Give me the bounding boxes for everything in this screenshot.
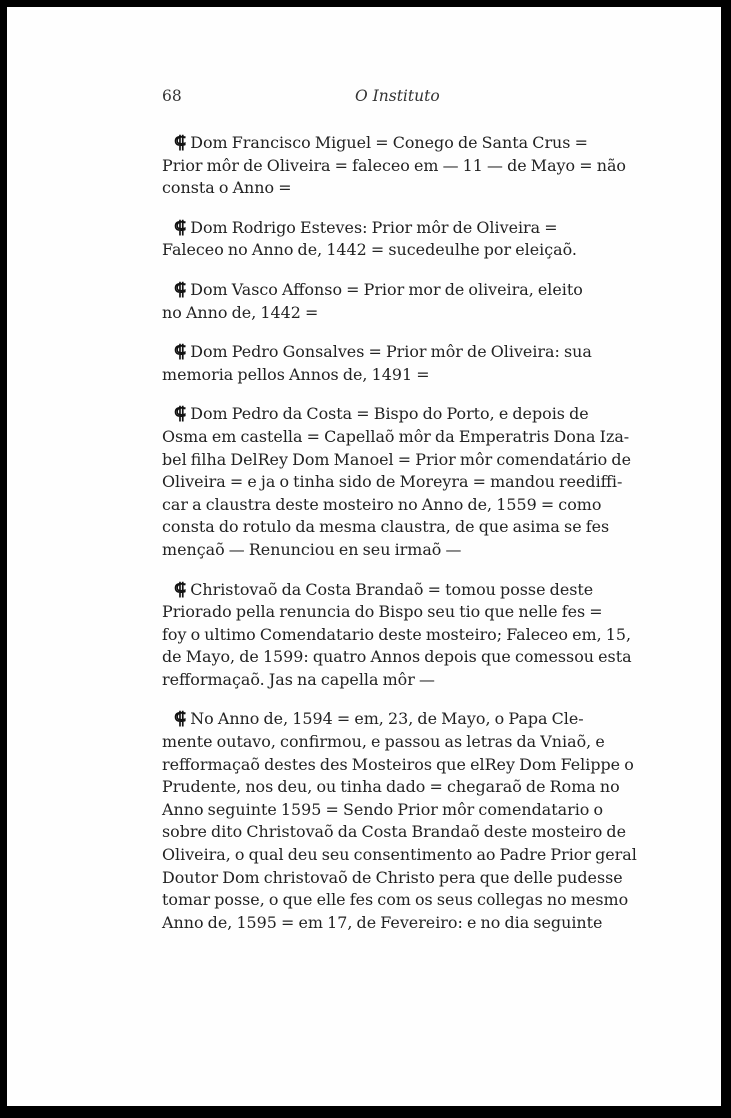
entry-line: mençaõ — Renunciou en seu irmaõ — — [162, 539, 462, 559]
entry-first-line-text: No Anno de, 1594 = em, 23, de Mayo, o Papa Cle- — [190, 709, 584, 729]
paragraph-mark-icon: ⸿ — [174, 133, 187, 153]
entry-line: Osma em castella = Capellaõ môr da Emperatris Dona Iza- — [162, 426, 630, 446]
paragraph-mark-icon: ⸿ — [174, 709, 187, 730]
entry-line: Faleceo no Anno de, 1442 = sucedeulhe por eleiçaõ. — [162, 240, 577, 260]
paragraph-mark-icon: ⸿ — [174, 579, 187, 600]
entry-first-line-text: Dom Francisco Miguel = Conego de Santa Crus = — [190, 133, 588, 152]
entry-paragraph — [162, 217, 642, 262]
entries-list — [162, 132, 642, 951]
running-title: O Instituto — [355, 87, 440, 105]
entry-line: consta o Anno = — [162, 178, 292, 198]
paragraph-mark-icon: ⸿ — [174, 217, 187, 238]
entry-line: no Anno de, 1442 = — [162, 302, 319, 322]
page-number: 68 — [162, 87, 182, 105]
entry-line: Oliveira, o qual deu seu consentimento ao Padre Prior geral — [162, 845, 637, 865]
entry-first-line-text: Christovaõ da Costa Brandaõ = tomou posse deste — [190, 579, 594, 599]
entry-line: tomar posse, o que elle fes com os seus collegas no mesmo — [162, 890, 629, 910]
running-header — [162, 87, 647, 113]
paragraph-mark-icon: ⸿ — [174, 342, 187, 363]
entry-first-line — [162, 217, 642, 240]
entry-first-line-text: Dom Vasco Affonso = Prior mor de oliveira, eleito — [190, 279, 583, 299]
entry-paragraph — [162, 132, 642, 200]
entry-line: mente outavo, confirmou, e passou as letras da Vniaõ, e — [162, 732, 605, 752]
entry-first-line — [162, 341, 642, 364]
entry-paragraph — [162, 579, 642, 692]
entry-paragraph — [162, 279, 642, 324]
entry-line: refformaçaõ. Jas na capella môr — — [162, 669, 435, 689]
entry-line: memoria pellos Annos de, 1491 = — [162, 364, 430, 384]
entry-line: Anno de, 1595 = em 17, de Fevereiro: e no dia seguinte — [162, 912, 603, 932]
entry-line: Oliveira = e ja o tinha sido de Moreyra = mandou reediffi- — [162, 472, 623, 492]
entry-paragraph — [162, 403, 642, 561]
paragraph-mark-icon: ⸿ — [174, 404, 187, 425]
entry-first-line — [162, 403, 642, 426]
entry-line: sobre dito Christovaõ da Costa Brandaõ deste mosteiro de — [162, 822, 627, 842]
entry-first-line — [162, 708, 642, 731]
entry-line: de Mayo, de 1599: quatro Annos depois que comessou esta — [162, 647, 632, 667]
paragraph-mark-icon: ⸿ — [174, 279, 187, 300]
entry-line: car a claustra deste mosteiro no Anno de, 1559 = como — [162, 494, 602, 514]
page — [7, 7, 721, 1106]
entry-line: foy o ultimo Comendatario deste mosteiro; Faleceo em, 15, — [162, 624, 632, 644]
entry-first-line — [162, 132, 642, 155]
entry-first-line-text: Dom Rodrigo Esteves: Prior môr de Oliveira = — [190, 217, 558, 237]
entry-line: Prudente, nos deu, ou tinha dado = chegaraõ de Roma no — [162, 777, 620, 797]
entry-paragraph — [162, 708, 642, 934]
entry-paragraph — [162, 341, 642, 386]
entry-line: Prior môr de Oliveira = faleceo em — 11 — de Mayo = não — [162, 155, 626, 175]
entry-line: refformaçaõ destes des Mosteiros que elRey Dom Felippe o — [162, 754, 634, 774]
entry-line: consta do rotulo da mesma claustra, de que asima se fes — [162, 517, 610, 537]
entry-line: Priorado pella renuncia do Bispo seu tio que nelle fes = — [162, 602, 603, 622]
entry-first-line — [162, 579, 642, 602]
entry-line: Anno seguinte 1595 = Sendo Prior môr comendatario o — [162, 799, 604, 819]
entry-line: Doutor Dom christovaõ de Christo pera que delle pudesse — [162, 867, 623, 887]
entry-first-line — [162, 279, 642, 302]
entry-line: bel filha DelRey Dom Manoel = Prior môr comendatário de — [162, 449, 631, 469]
entry-first-line-text: Dom Pedro Gonsalves = Prior môr de Oliveira: sua — [190, 342, 592, 362]
entry-first-line-text: Dom Pedro da Costa = Bispo do Porto, e depois de — [190, 404, 589, 424]
